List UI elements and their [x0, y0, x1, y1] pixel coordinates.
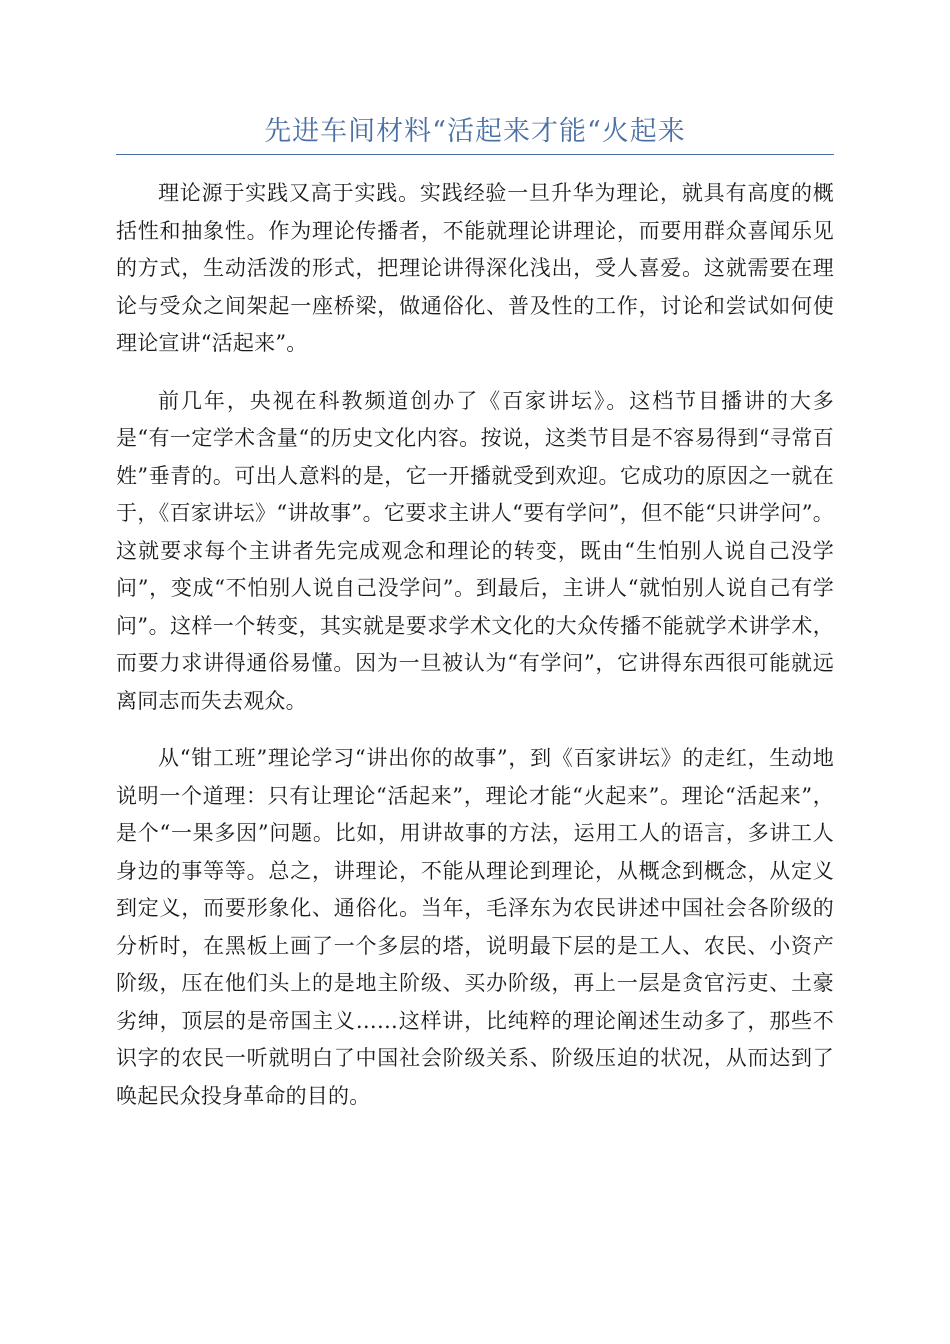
title-underline [116, 154, 834, 155]
paragraph-1: 理论源于实践又高于实践。实践经验一旦升华为理论，就具有高度的概括性和抽象性。作为理论传播者，不能就理论讲理论，而要用群众喜闻乐见的方式，生动活泼的形式，把理论讲得深化浅出，受人喜爱。这就需要在理论与受众之间架起一座桥梁，做通俗化、普及性的工作，讨论和尝试如何使理论宣讲“活起来”。 [116, 181, 834, 355]
paragraph-3: 从“钳工班”理论学习“讲出你的故事”，到《百家讲坛》的走红，生动地说明一个道理：只有让理论“活起来”，理论才能“火起来”。理论“活起来”，是个“一果多因”问题。比如，用讲故事的方法，运用工人的语言，多讲工人身边的事等等。总之，讲理论，不能从理论到理论，从概念到概念，从定义到定义，而要形象化、通俗化。当年，毛泽东为农民讲述中国社会各阶级的分析时，在黑板上画了一个多层的塔，说明最下层的是工人、农民、小资产阶级，压在他们头上的是地主阶级、买办阶级，再上一层是贪官污吏、土豪劣绅，顶层的是帝国主义……这样讲，比纯粹的理论阐述生动多了，那些不识字的农民一听就明白了中国社会阶级关系、阶级压迫的状况，从而达到了唤起民众投身革命的目的。 [116, 746, 834, 1108]
paragraph-2: 前几年，央视在科教频道创办了《百家讲坛》。这档节目播讲的大多是“有一定学术含量“的历史文化内容。按说，这类节目是不容易得到“寻常百姓”垂青的。可出人意料的是，它一开播就受到欢迎。它成功的原因之一就在于，《百家讲坛》“讲故事”。它要求主讲人“要有学问”，但不能“只讲学问”。这就要求每个主讲者先完成观念和理论的转变，既由“生怕别人说自己没学问”，变成“不怕别人说自己没学问”。到最后，主讲人“就怕别人说自己有学问”。这样一个转变，其实就是要求学术文化的大众传播不能就学术讲学术，而要力求讲得通俗易懂。因为一旦被认为“有学问”，它讲得东西很可能就远离同志而失去观众。 [116, 388, 834, 713]
document-body [116, 175, 834, 1135]
document-title: 先进车间材料“活起来才能“火起来 [264, 116, 686, 147]
